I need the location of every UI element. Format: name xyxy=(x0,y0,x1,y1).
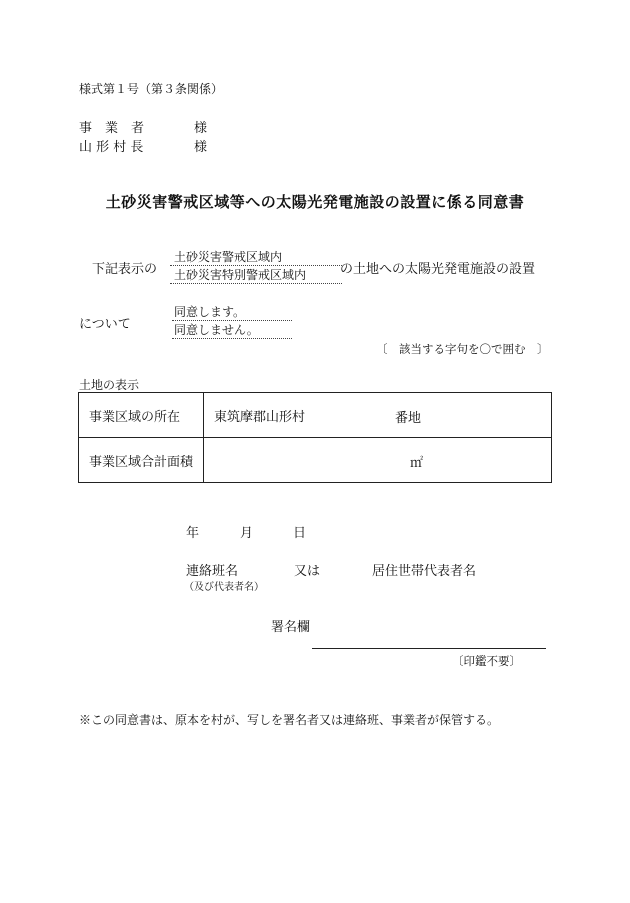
land-table xyxy=(78,392,552,483)
contact-or: 又は xyxy=(294,564,321,579)
household-representative-label: 居住世帯代表者名 xyxy=(372,564,477,579)
date-year: 年 xyxy=(186,526,200,541)
option-no-consent: 同意しません。 xyxy=(172,321,292,339)
location-label: 事業区域の所在 xyxy=(79,393,204,438)
location-value-cell xyxy=(204,393,552,438)
table-row xyxy=(79,393,552,438)
total-area-label: 事業区域合計面積 xyxy=(79,438,204,483)
footnote: ※この同意書は、原本を村が、写しを署名者又は連絡班、事業者が保管する。 xyxy=(79,713,500,727)
addressee-village-mayor-suffix: 様 xyxy=(194,140,208,155)
land-statement-suffix: の土地への太陽光発電施設の設置 xyxy=(340,262,536,277)
option-warning-zone: 土砂災害警戒区域内 xyxy=(170,248,342,266)
option-special-warning-zone: 土砂災害特別警戒区域内 xyxy=(170,266,342,284)
consent-prefix: について xyxy=(79,317,131,332)
table-row xyxy=(79,438,552,483)
addressee-business-operator: 事 業 者 xyxy=(79,121,145,136)
contact-group-sub: （及び代表者名） xyxy=(184,582,264,593)
contact-group-label: 連絡班名 xyxy=(186,564,239,579)
addressee-village-mayor: 山 形 村 長 xyxy=(79,140,144,155)
location-village: 東筑摩郡山形村 xyxy=(214,409,306,425)
land-table-heading: 土地の表示 xyxy=(79,378,140,392)
date-day: 日 xyxy=(293,526,307,541)
location-lot-number: 番地 xyxy=(395,411,422,426)
addressee-business-operator-suffix: 様 xyxy=(194,121,208,136)
land-statement-prefix: 下記表示の xyxy=(92,262,158,277)
option-consent: 同意します。 xyxy=(172,303,292,321)
area-unit: ㎡ xyxy=(410,456,424,471)
document-title: 土砂災害警戒区域等への太陽光発電施設の設置に係る同意書 xyxy=(105,193,525,211)
form-number: 様式第１号（第３条関係） xyxy=(79,82,224,96)
total-area-value-cell xyxy=(204,438,552,483)
date-month: 月 xyxy=(240,526,254,541)
seal-not-required-note: 〔印鑑不要〕 xyxy=(452,654,521,668)
signature-label: 署名欄 xyxy=(271,620,311,635)
circle-instruction-note: 〔 該当する字句を〇で囲む 〕 xyxy=(376,342,549,356)
signature-line xyxy=(312,648,546,649)
